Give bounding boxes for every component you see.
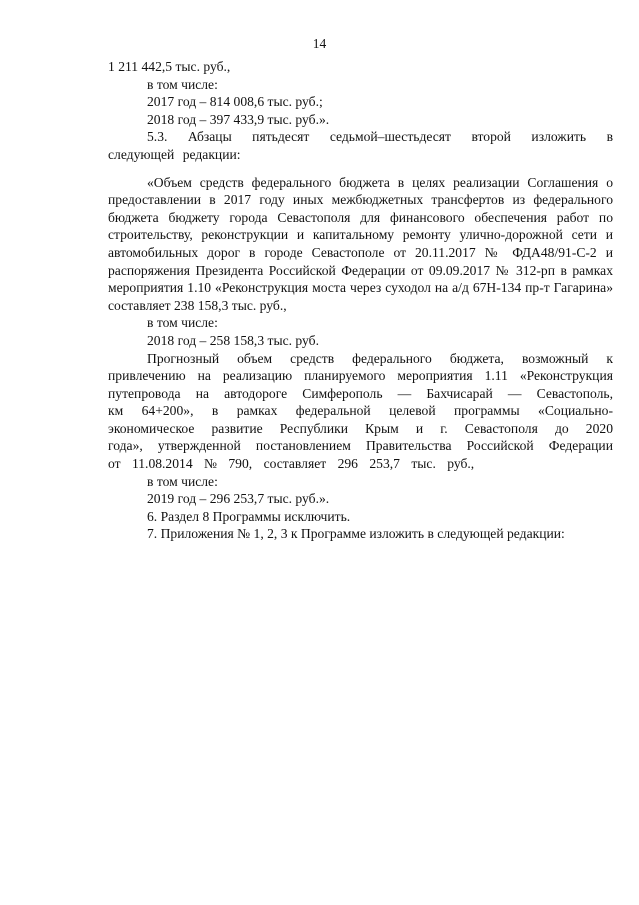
paragraph-federal-budget-agreement: «Объем средств федерального бюджета в целях реализации Соглашения о предоставлении в 2017 году иных межбюджетных трансфертов из федерального бюджета бюджету города Севастополя для финансового обеспечения работ по строительству, реконструкции и капитальному ремонту улично-дорожной сети и автомобильных дорог в городе Севастополе от 20.11.2017 № ФДА48/91-С-2 и распоряжения Президента Российской Федерации от 09.09.2017 № 312-рп в рамках мероприятия 1.10 «Реконструкция моста через суходол на а/д 67Н-134 пр-т Гагарина» составляет 238 158,3 тыс. руб., (108, 174, 613, 313)
paragraph-item-7: 7. Приложения № 1, 2, 3 к Программе изложить в следующей редакции: (147, 526, 565, 542)
paragraph-including: в том числе: (147, 76, 218, 92)
paragraph-2018-amount: 2018 год – 397 433,9 тыс. руб.». (147, 111, 330, 127)
paragraph-item-6: 6. Раздел 8 Программы исключить. (147, 508, 351, 524)
paragraph-2019-amount: 2019 год – 296 253,7 тыс. руб.». (147, 491, 330, 507)
paragraph-forecast-federal-budget: Прогнозный объем средств федерального бюджета, возможный к привлечению на реализацию планируемого мероприятия 1.11 «Реконструкция путепровода на автодороге Симферополь — Бахчисарай — Севастополь, км 64+200», в рамках федеральной целевой программы «Социально-экономическое развитие Республики Крым и г. Севастополя до 2020 года», утвержденной постановлением Правительства Российской Федерации от 11.08.2014 № 790, составляет 296 253,7 тыс. руб., (108, 350, 613, 472)
paragraph-total-amount: 1 211 442,5 тыс. руб., (108, 59, 231, 74)
paragraph-2017-amount: 2017 год – 814 008,6 тыс. руб.; (147, 94, 323, 110)
document-body (108, 58, 613, 543)
paragraph-including-2: в том числе: (147, 315, 218, 331)
paragraph-item-5-3: 5.3. Абзацы пятьдесят седьмой–шестьдесят второй изложить в следующей редакции: (108, 129, 613, 162)
paragraph-including-3: в том числе: (147, 473, 218, 489)
page-number: 14 (312, 36, 327, 51)
paragraph-2018-amount-2: 2018 год – 258 158,3 тыс. руб. (147, 332, 319, 348)
